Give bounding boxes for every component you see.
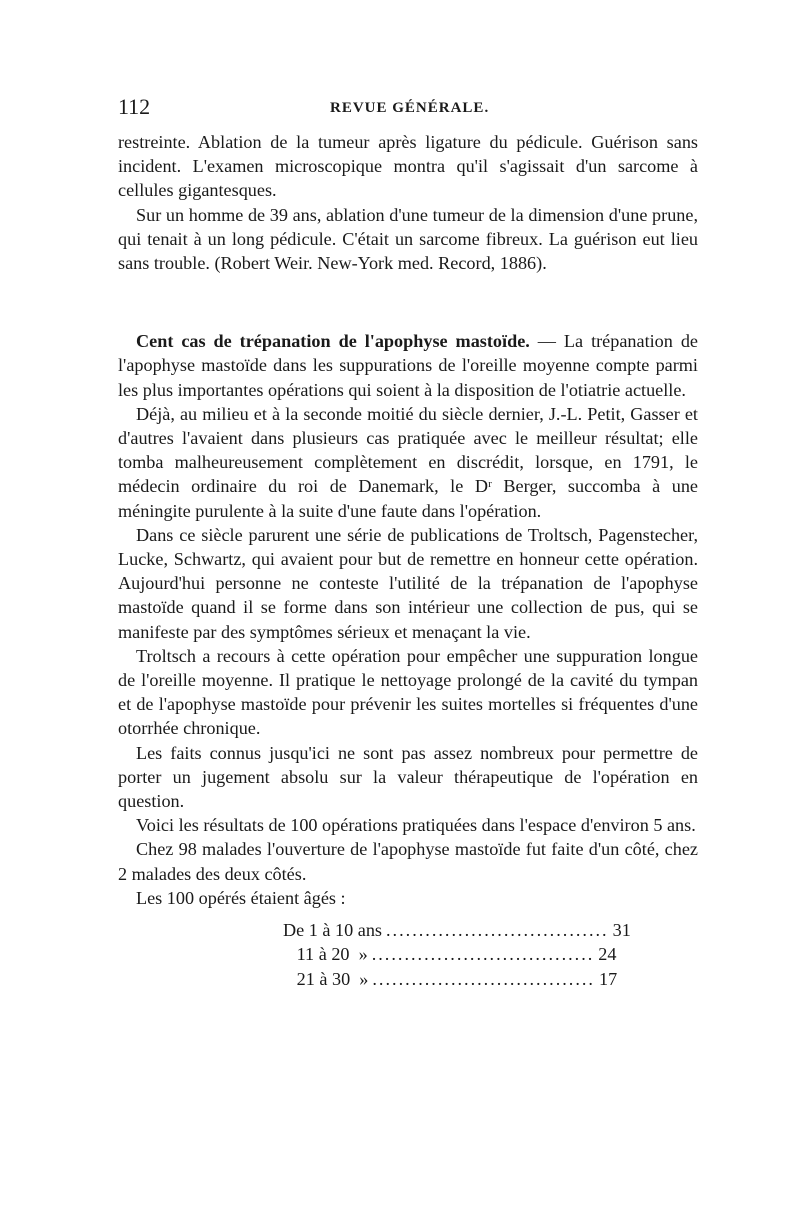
age-count: 31	[612, 920, 631, 941]
leader-dots: ..................................	[386, 920, 609, 941]
age-range: 11 à 20 »	[283, 944, 368, 965]
paragraph-publications: Dans ce siècle parurent une série de publications de Troltsch, Pagenstecher, Lucke, Schwartz, qui avaient pour but de remettre en honneur cette opération. Aujourd'hui personne ne conteste l'utilité de la trépanation de l'apophyse mastoïde quand il se forme dans son intérieur une collection de pus, qui se manifeste par des symptômes sérieux et menaçant la vie.	[118, 524, 698, 642]
age-range: De 1 à 10 ans	[283, 920, 382, 941]
paragraph-continued: restreinte. Ablation de la tumeur après ligature du pédicule. Guérison sans incident. L'examen microscopique montra qu'il s'agissait d'un sarcome à cellules gigantesques.	[118, 132, 698, 201]
section-intro	[118, 329, 698, 402]
paragraph-weir-case: Sur un homme de 39 ans, ablation d'une tumeur de la dimension d'une prune, qui tenait à un long pédicule. C'était un sarcome fibreux. La guérison eut lieu sans trouble. (Robert Weir. New-York med. Record, 1886).	[118, 204, 698, 274]
leader-dots: ..................................	[371, 944, 595, 965]
running-title: REVUE GÉNÉRALE.	[330, 100, 490, 116]
paragraph-results: Voici les résultats de 100 opérations pratiquées dans l'espace d'environ 5 ans.	[136, 815, 696, 836]
age-row	[283, 942, 617, 966]
page-number: 112	[118, 94, 151, 119]
age-row	[283, 918, 631, 942]
paragraph-facts: Les faits connus jusqu'ici ne sont pas assez nombreux pour permettre de porter un jugement absolu sur la valeur thérapeutique de l'opération en question.	[118, 742, 698, 812]
age-table	[118, 918, 698, 991]
leader-dots: ..................................	[372, 968, 595, 989]
section-title: Cent cas de trépanation de l'apophyse mastoïde.	[136, 331, 530, 352]
paragraph-history: Déjà, au milieu et à la seconde moitié du siècle dernier, J.-L. Petit, Gasser et d'autres l'avaient dans plusieurs cas pratiquée avec le meilleur résultat; elle tomba malheureusement complètement en discrédit, lorsque, en 1791, le médecin ordinaire du roi de Danemark, le Dʳ Berger, succomba à une méningite purulente à la suite d'une faute dans l'opération.	[118, 403, 698, 521]
age-range: 21 à 30 »	[283, 968, 369, 989]
age-count: 24	[598, 944, 617, 965]
page-body	[118, 130, 698, 991]
paragraph-troltsch: Troltsch a recours à cette opération pour empêcher une suppuration longue de l'oreille moyenne. Il pratique le nettoyage prolongé de la cavité du tympan et de l'apophyse mastoïde pour prévenir les suites mortelles si fréquentes d'une otorrhée chronique.	[118, 645, 698, 739]
page-header	[118, 94, 698, 124]
paragraph-patients: Chez 98 malades l'ouverture de l'apophyse mastoïde fut faite d'un côté, chez 2 malades des deux côtés.	[118, 839, 698, 884]
paragraph-ages-intro: Les 100 opérés étaient âgés :	[136, 887, 346, 908]
section-gap	[118, 275, 698, 329]
age-count: 17	[598, 968, 618, 989]
age-row	[283, 967, 618, 991]
section-lead: — La trépanation de l'apophyse mastoïde dans les suppurations de l'oreille moyenne compte parmi les plus importantes opérations qui soient à la disposition de l'otiatrie actuelle.	[118, 331, 698, 400]
